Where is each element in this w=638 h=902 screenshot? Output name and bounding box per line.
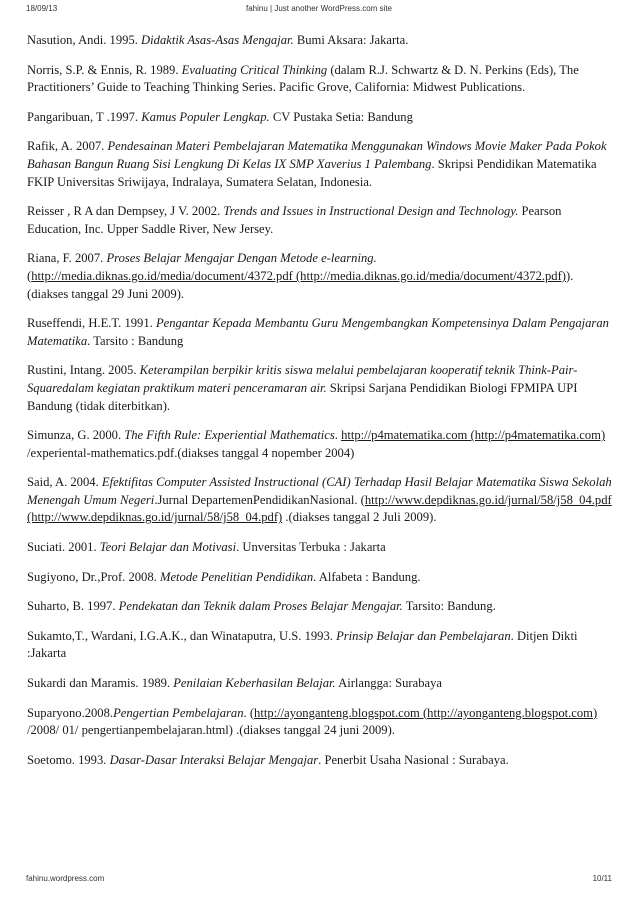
reference-text: /experiental-mathematics.pdf.(diakses tanggal 4 nopember 2004) (27, 445, 355, 460)
footer-site: fahinu.wordpress.com (26, 874, 105, 883)
reference-entry (27, 32, 613, 50)
reference-title: Teori Belajar dan Motivasi (99, 540, 237, 555)
reference-entry (27, 598, 613, 616)
reference-text: CV Pustaka Setia: Bandung (269, 109, 413, 124)
reference-text: (dalam R.J. Schwartz & D. N. Perkins (Eds), The Practitioners’ Guide to Teaching Thinking Series. Pacific Grove, California: Midwest Publications. (27, 62, 579, 95)
reference-text: . Ditjen Dikti :Jakarta (27, 628, 578, 661)
reference-entry (27, 315, 613, 350)
reference-title: Keterampilan berpikir kritis siswa melalui pembelajaran kooperatif teknik Think-Pair-Squaredalam kegiatan praktikum materi penceramaran air. (27, 363, 578, 395)
reference-title: Kamus Populer Lengkap. (141, 109, 270, 124)
reference-list (27, 32, 613, 781)
reference-entry (27, 752, 613, 770)
reference-text: ( (27, 268, 32, 283)
reference-title: Penilaian Keberhasilan Belajar. (173, 676, 336, 691)
reference-title: Pengertian Pembelajaran (113, 705, 244, 720)
reference-text: Suparyono.2008. (27, 705, 114, 720)
reference-text: Suciati. 2001. (27, 540, 100, 555)
reference-entry (27, 539, 613, 557)
reference-text: /2008/ 01/ pengertianpembelajaran.html) .(diakses tanggal 24 juni 2009). (27, 723, 395, 738)
reference-entry (27, 203, 613, 238)
reference-text: Suharto, B. 1997. (27, 599, 119, 614)
reference-text: Pearson Education, Inc. Upper Saddle River, New Jersey. (27, 204, 562, 236)
reference-title: Prinsip Belajar dan Pembelajaran (336, 628, 511, 643)
reference-text: Soetomo. 1993. (27, 752, 110, 767)
reference-text: Sugiyono, Dr.,Prof. 2008. (27, 569, 160, 584)
reference-link[interactable]: http://ayonganteng.blogspot.com (http://ayonganteng.blogspot.com) (254, 705, 598, 720)
reference-text: Sukamto,T., Wardani, I.G.A.K., dan Winataputra, U.S. 1993. (27, 628, 337, 643)
reference-text: Airlangga: Surabaya (335, 676, 442, 691)
reference-text: Ruseffendi, H.E.T. 1991. (27, 316, 156, 331)
reference-text: Tarsito: Bandung. (402, 599, 496, 614)
reference-text: .Jurnal DepartemenPendidikanNasional. ( (154, 492, 365, 507)
reference-text: . Penerbit Usaha Nasional : Surabaya. (318, 752, 509, 767)
reference-link[interactable]: http://p4matematika.com (http://p4matematika.com) (341, 428, 606, 443)
reference-title: Metode Penelitian Pendidikan (159, 569, 314, 584)
reference-text: Reisser , R A dan Dempsey, J V. 2002. (27, 204, 224, 219)
reference-text: . Alfabeta : Bandung. (313, 569, 421, 584)
reference-title: Dasar-Dasar Interaksi Belajar Mengajar (109, 752, 319, 767)
reference-text: Sukardi dan Maramis. 1989. (27, 676, 174, 691)
reference-title: The Fifth Rule: Experiential Mathematics (124, 428, 335, 443)
reference-entry (27, 675, 613, 693)
reference-text: Simunza, G. 2000. (27, 428, 125, 443)
reference-text: Nasution, Andi. 1995. (27, 33, 142, 47)
reference-text: Pangaribuan, T .1997. (27, 109, 142, 124)
reference-text: ).(diakses tanggal 29 Juni 2009). (27, 268, 574, 301)
reference-entry (27, 628, 613, 663)
header-date: 18/09/13 (26, 4, 58, 13)
reference-link[interactable]: http://media.diknas.go.id/media/document/4372.pdf (http://media.diknas.go.id/media/document/4372.pdf) (31, 268, 566, 283)
reference-entry (27, 109, 613, 127)
reference-title: Evaluating Critical Thinking (181, 62, 328, 77)
page-footer (0, 874, 638, 886)
reference-text: . Tarsito : Bandung (87, 333, 184, 348)
reference-entry (27, 569, 613, 587)
reference-title: Pengantar Kepada Membantu Guru Mengembangkan Kompetensinya Dalam Pengajaran Matematika (27, 316, 609, 348)
reference-title: Efektifitas Computer Assisted Instructional (CAI) Terhadap Hasil Belajar Matematika Siswa Sekolah Menengah Umum Negeri (27, 475, 612, 507)
reference-text: Rustini, Intang. 2005. (27, 363, 140, 378)
reference-text: Norris, S.P. & Ennis, R. 1989. (27, 62, 182, 77)
reference-title: Pendesainan Materi Pembelajaran Matematika Menggunakan Windows Movie Maker Pada Pokok Bahasan Bangun Ruang Sisi Lengkung Di Kelas IX SMP Xaverius 1 Palembang (27, 139, 607, 171)
reference-title: Didaktik Asas-Asas Mengajar. (141, 33, 294, 47)
reference-text: Riana, F. 2007. (27, 251, 107, 266)
reference-entry (27, 138, 613, 191)
reference-text: . Unversitas Terbuka : Jakarta (236, 540, 386, 555)
page-header (0, 4, 638, 16)
reference-text: .(diakses tanggal 2 Juli 2009). (282, 510, 437, 525)
header-title: fahinu | Just another WordPress.com site (246, 4, 392, 13)
footer-page-number: 10/11 (592, 874, 612, 883)
reference-text: Said, A. 2004. (27, 475, 102, 490)
reference-text: Bumi Aksara: Jakarta. (293, 33, 409, 47)
reference-title: Proses Belajar Mengajar Dengan Metode e-learning. (106, 251, 377, 266)
reference-entry (27, 427, 613, 462)
reference-link[interactable]: http://www.depdiknas.go.id/jurnal/58/j58_04.pdf (http://www.depdiknas.go.id/jurnal/58/j58_04.pdf) (27, 492, 612, 525)
reference-text: . (334, 428, 342, 443)
reference-entry (27, 705, 613, 740)
reference-text: Rafik, A. 2007. (27, 139, 108, 154)
reference-entry (27, 362, 613, 415)
reference-entry (27, 62, 613, 97)
reference-text: . ( (243, 705, 255, 720)
reference-entry (27, 474, 613, 527)
reference-text: . Skripsi Pendidikan Matematika FKIP Universitas Sriwijaya, Indralaya, Sumatera Selatan, Indonesia. (27, 156, 597, 189)
reference-title: Trends and Issues in Instructional Design and Technology. (223, 204, 519, 219)
reference-text: Skripsi Sarjana Pendidikan Biologi FPMIPA UPI Bandung (tidak diterbitkan). (27, 380, 578, 413)
reference-entry (27, 250, 613, 303)
reference-title: Pendekatan dan Teknik dalam Proses Belajar Mengajar. (118, 599, 403, 614)
